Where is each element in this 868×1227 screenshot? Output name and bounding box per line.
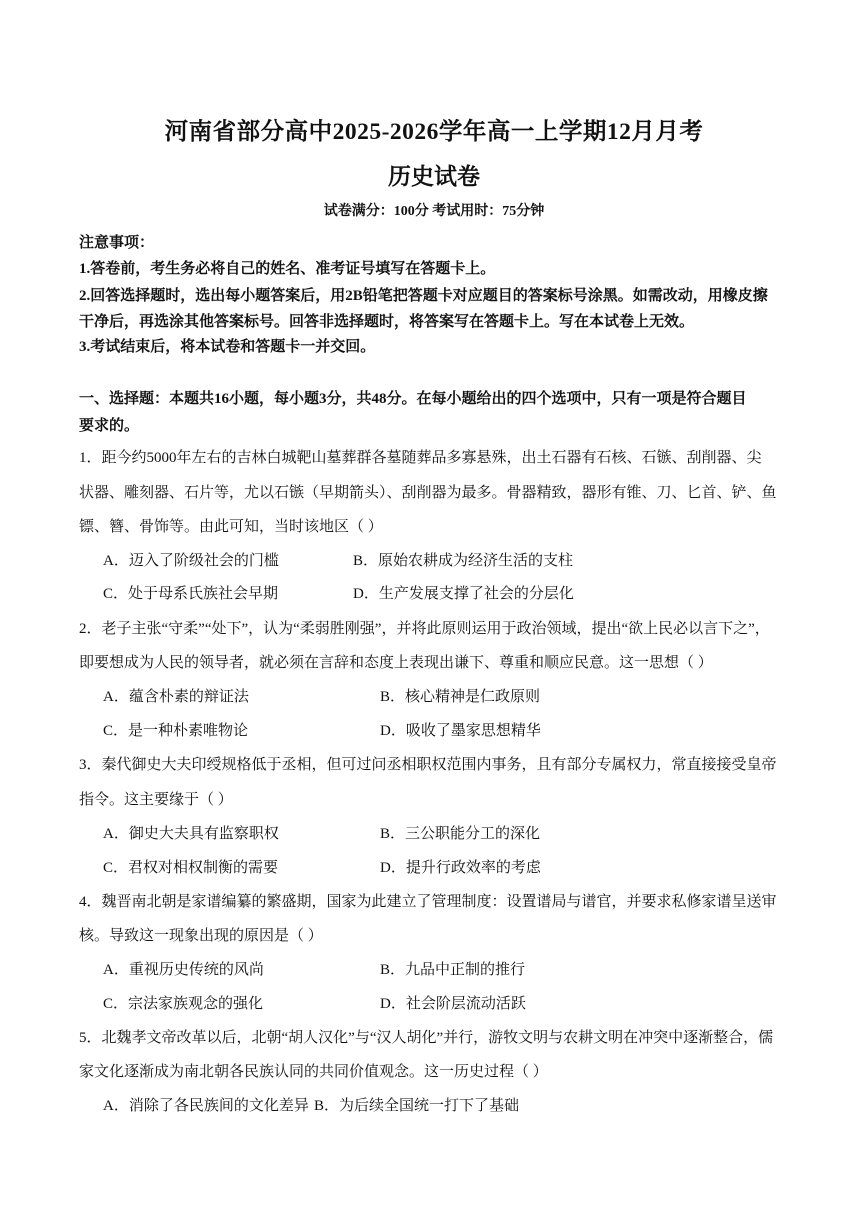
question-2-option-d[interactable]: D．吸收了墨家思想精华 (380, 723, 541, 739)
question-4-option-a[interactable]: A．重视历史传统的风尚 (103, 962, 264, 978)
question-3-option-a[interactable]: A．御史大夫具有监察职权 (103, 826, 279, 842)
question-1-line-1: 1．距今约5000年左右的吉林白城靶山墓葬群各墓随葬品多寡悬殊，出土石器有石核、石镞、刮削器、尖 (79, 450, 762, 466)
question-5-option-a[interactable]: A．消除了各民族间的文化差异 (103, 1098, 309, 1114)
question-3-option-d[interactable]: D．提升行政效率的考虑 (380, 860, 541, 876)
notice-heading: 注意事项： (79, 235, 155, 251)
question-4-option-b[interactable]: B．九品中正制的推行 (380, 962, 526, 978)
exam-title: 河南省部分高中2025-2026学年高一上学期12月月考 (164, 119, 704, 145)
question-1-line-2: 状器、雕刻器、石片等，尤以石镞（早期箭头）、刮削器为最多。骨器精致，器形有锥、刀、匕首、铲、鱼 (79, 485, 777, 501)
question-2-option-b[interactable]: B．核心精神是仁政原则 (380, 689, 541, 705)
notice-item-2-line-1: 2.回答选择题时，选出每小题答案后，用2B铅笔把答题卡对应题目的答案标号涂黑。如需改动，用橡皮擦 (79, 288, 768, 304)
question-1-line-3: 镖、簪、骨饰等。由此可知，当时该地区（ ） (79, 519, 383, 535)
question-1-option-a[interactable]: A．迈入了阶级社会的门槛 (103, 553, 279, 569)
question-5-option-b[interactable]: B．为后续全国统一打下了基础 (314, 1098, 520, 1114)
exam-subtitle: 历史试卷 (388, 164, 480, 189)
question-1-option-c[interactable]: C．处于母系氏族社会早期 (103, 586, 279, 602)
notice-item-3: 3.考试结束后，将本试卷和答题卡一并交回。 (79, 339, 376, 355)
section-heading-line-1: 一、选择题：本题共16小题，每小题3分，共48分。在每小题给出的四个选项中，只有一项是符合题目 (79, 391, 747, 407)
question-2-line-1: 2．老子主张“守柔”“处下”，认为“柔弱胜刚强”，并将此原则运用于政治领域，提出“欲上民必以言下之”， (79, 621, 770, 637)
question-2-option-a[interactable]: A．蕴含朴素的辩证法 (103, 689, 249, 705)
question-5-line-2: 家文化逐渐成为南北朝各民族认同的共同价值观念。这一历史过程（ ） (79, 1064, 548, 1080)
question-4-option-c[interactable]: C．宗法家族观念的强化 (103, 996, 264, 1012)
question-3-option-b[interactable]: B．三公职能分工的深化 (380, 826, 541, 842)
question-3-line-2: 指令。这主要缘于（ ） (79, 792, 233, 808)
notice-item-1: 1.答卷前，考生务必将自己的姓名、准考证号填写在答题卡上。 (79, 261, 496, 277)
question-3-option-c[interactable]: C．君权对相权制衡的需要 (103, 860, 279, 876)
question-2-option-c[interactable]: C．是一种朴素唯物论 (103, 723, 249, 739)
exam-meta: 试卷满分：100分 考试用时：75分钟 (323, 204, 545, 219)
question-1-option-d[interactable]: D．生产发展支撑了社会的分层化 (353, 586, 574, 602)
question-1-option-b[interactable]: B．原始农耕成为经济生活的支柱 (353, 553, 574, 569)
question-4-line-1: 4．魏晋南北朝是家谱编纂的繁盛期，国家为此建立了管理制度：设置谱局与谱官，并要求私修家谱呈送审 (79, 894, 777, 910)
question-2-line-2: 即要想成为人民的领导者，就必须在言辞和态度上表现出谦下、尊重和顺应民意。这一思想（ ） (79, 655, 713, 671)
section-heading-line-2: 要求的。 (79, 418, 140, 434)
question-4-option-d[interactable]: D．社会阶层流动活跃 (380, 996, 526, 1012)
question-5-line-1: 5．北魏孝文帝改革以后，北朝“胡人汉化”与“汉人胡化”并行，游牧文明与农耕文明在冲突中逐渐整合，儒 (79, 1030, 774, 1046)
question-3-line-1: 3．秦代御史大夫印绶规格低于丞相，但可过问丞相职权范围内事务，且有部分专属权力，常直接接受皇帝 (79, 757, 777, 773)
question-4-line-2: 核。导致这一现象出现的原因是（ ） (79, 928, 323, 944)
notice-item-2-line-2: 干净后，再选涂其他答案标号。回答非选择题时，将答案写在答题卡上。写在本试卷上无效。 (79, 314, 695, 330)
